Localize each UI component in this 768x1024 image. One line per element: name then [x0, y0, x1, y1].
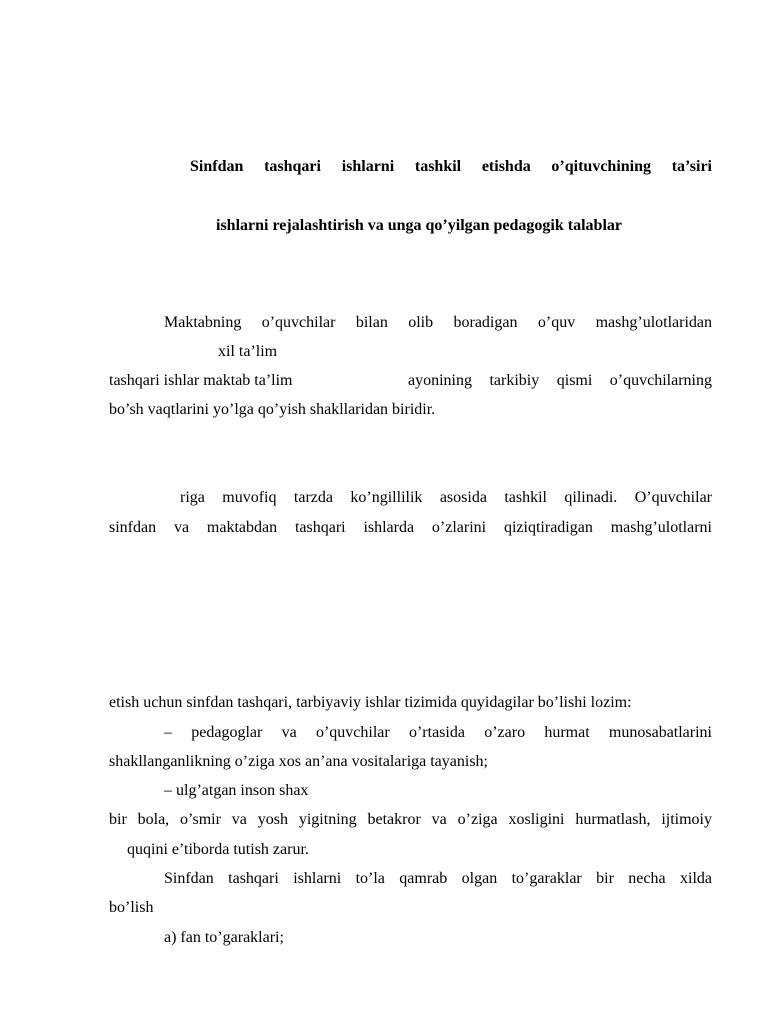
paragraph-4-line-2: bo’lish: [109, 899, 154, 916]
paragraph-4-line-1: Sinfdan tashqari ishlarni to’la qamrab olgan to’garaklar bir necha xilda: [164, 870, 712, 887]
title-line-2: ishlarni rejalashtirish va unga qo’yilgan pedagogik talablar: [216, 217, 622, 234]
paragraph-1-fragment: xil ta’lim: [218, 343, 278, 360]
paragraph-1-line-2-left: tashqari ishlar maktab ta’lim: [109, 372, 293, 389]
paragraph-1-line-1: Maktabning o’quvchilar bilan olib boradigan o’quv mashg’ulotlaridan: [164, 314, 712, 331]
paragraph-1-line-3: bo’sh vaqtlarini yo’lga qo’yish shakllaridan biridir.: [109, 401, 436, 418]
list-item-1-line-1: – pedagoglar va o’quvchilar o’rtasida o’zaro hurmat munosabatlarini: [164, 724, 712, 741]
title-line-1: Sinfdan tashqari ishlarni tashkil etishda o’qituvchining ta’siri: [190, 158, 712, 175]
paragraph-2-line-2: sinfdan va maktabdan tashqari ishlarda o’zlarini qiziqtiradigan mashg’ulotlarni: [109, 519, 712, 536]
paragraph-1-line-2-right: ayonining tarkibiy qismi o’quvchilarning: [408, 372, 712, 389]
paragraph-3-line-1: etish uchun sinfdan tashqari, tarbiyaviy ishlar tizimida quyidagilar bo’lishi lozim:: [109, 694, 632, 711]
list-item-2-line-3: quqini e’tiborda tutish zarur.: [127, 841, 309, 858]
paragraph-2-line-1: riga muvofiq tarzda ko’ngillilik asosida tashkil qilinadi. O’quvchilar: [180, 489, 712, 506]
list-item-a: a) fan to’garaklari;: [164, 929, 284, 946]
list-item-1-line-2: shakllanganlikning o’ziga xos an’ana vositalariga tayanish;: [109, 753, 488, 770]
list-item-2-line-2: bir bola, o’smir va yosh yigitning betakror va o’ziga xosligini hurmatlash, ijtimoiy: [109, 811, 712, 828]
list-item-2-line-1: – ulg’atgan inson shax: [164, 782, 309, 799]
